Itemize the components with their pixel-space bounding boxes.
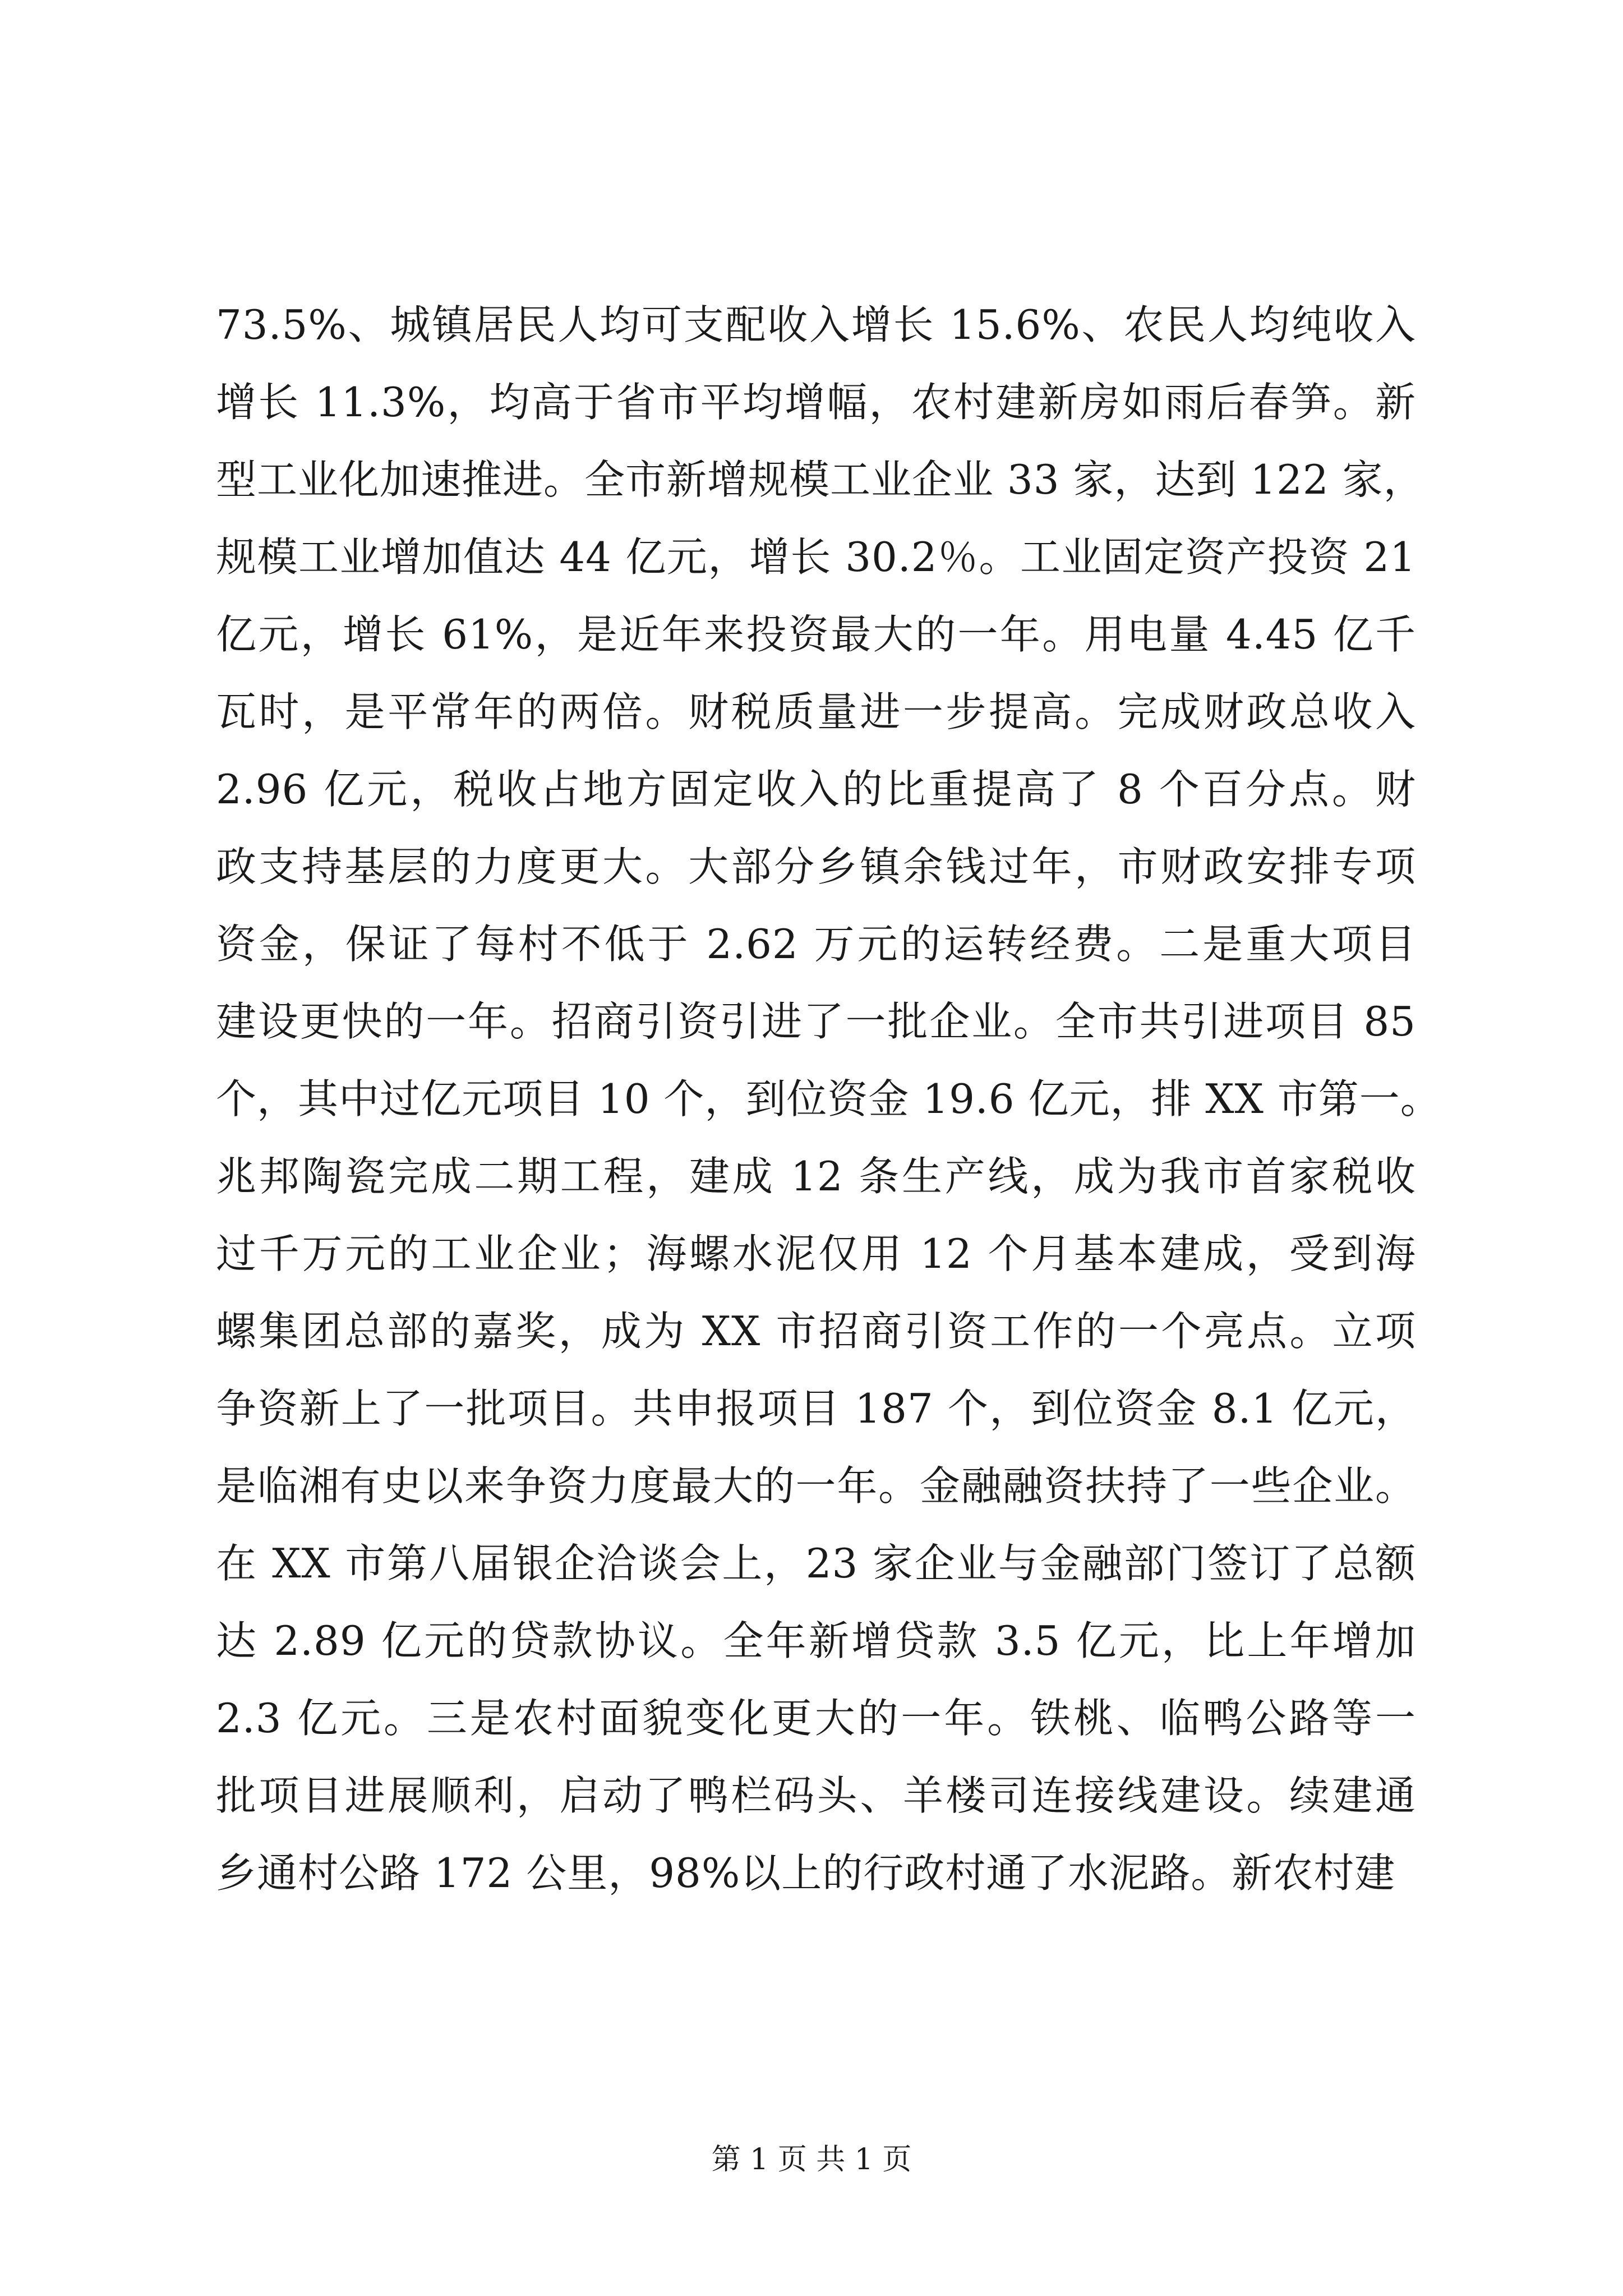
text-line: 2.3 亿元。三是农村面貌变化更大的一年。铁桃、临鸭公路等一 (216, 1695, 1416, 1742)
text-line: 资金，保证了每村不低于 2.62 万元的运转经费。二是重大项目 (216, 921, 1416, 968)
text-line: 规模工业增加值达 44 亿元，增长 30.2％。工业固定资产投资 21 (216, 533, 1416, 581)
text-line: 瓦时，是平常年的两倍。财税质量进一步提高。完成财政总收入 (216, 688, 1416, 735)
text-line: 乡通村公路 172 公里，98%以上的行政村通了水泥路。新农村建 (216, 1849, 1396, 1897)
text-line: 型工业化加速推进。全市新增规模工业企业 33 家，达到 122 家， (216, 456, 1424, 503)
text-line: 达 2.89 亿元的贷款协议。全年新增贷款 3.5 亿元，比上年增加 (216, 1617, 1416, 1664)
text-line: 是临湘有史以来争资力度最大的一年。金融融资扶持了一些企业。 (216, 1462, 1416, 1510)
text-line: 批项目进展顺利，启动了鸭栏码头、羊楼司连接线建设。续建通 (216, 1772, 1416, 1819)
text-line: 个，其中过亿元项目 10 个，到位资金 19.6 亿元，排 XX 市第一。 (216, 1075, 1441, 1122)
text-line: 在 XX 市第八届银企洽谈会上，23 家企业与金融部门签订了总额 (216, 1540, 1416, 1587)
text-line: 亿元，增长 61%，是近年来投资最大的一年。用电量 4.45 亿千 (216, 611, 1416, 658)
text-line: 兆邦陶瓷完成二期工程，建成 12 条生产线，成为我市首家税收 (216, 1153, 1416, 1200)
text-line: 增长 11.3%，均高于省市平均增幅，农村建新房如雨后春笋。新 (216, 379, 1416, 426)
page-number-footer: 第 1 页 共 1 页 (711, 2143, 912, 2177)
text-line: 建设更快的一年。招商引资引进了一批企业。全市共引进项目 85 (216, 998, 1416, 1045)
text-line: 过千万元的工业企业；海螺水泥仅用 12 个月基本建成，受到海 (216, 1230, 1416, 1277)
text-line: 73.5%、城镇居民人均可支配收入增长 15.6%、农民人均纯收入 (216, 301, 1416, 348)
text-line: 螺集团总部的嘉奖，成为 XX 市招商引资工作的一个亮点。立项 (216, 1308, 1416, 1355)
text-line: 政支持基层的力度更大。大部分乡镇余钱过年，市财政安排专项 (216, 843, 1416, 890)
text-line: 争资新上了一批项目。共申报项目 187 个，到位资金 8.1 亿元， (216, 1385, 1416, 1432)
body-paragraph (216, 286, 1441, 1912)
text-line: 2.96 亿元，税收占地方固定收入的比重提高了 8 个百分点。财 (216, 766, 1416, 813)
